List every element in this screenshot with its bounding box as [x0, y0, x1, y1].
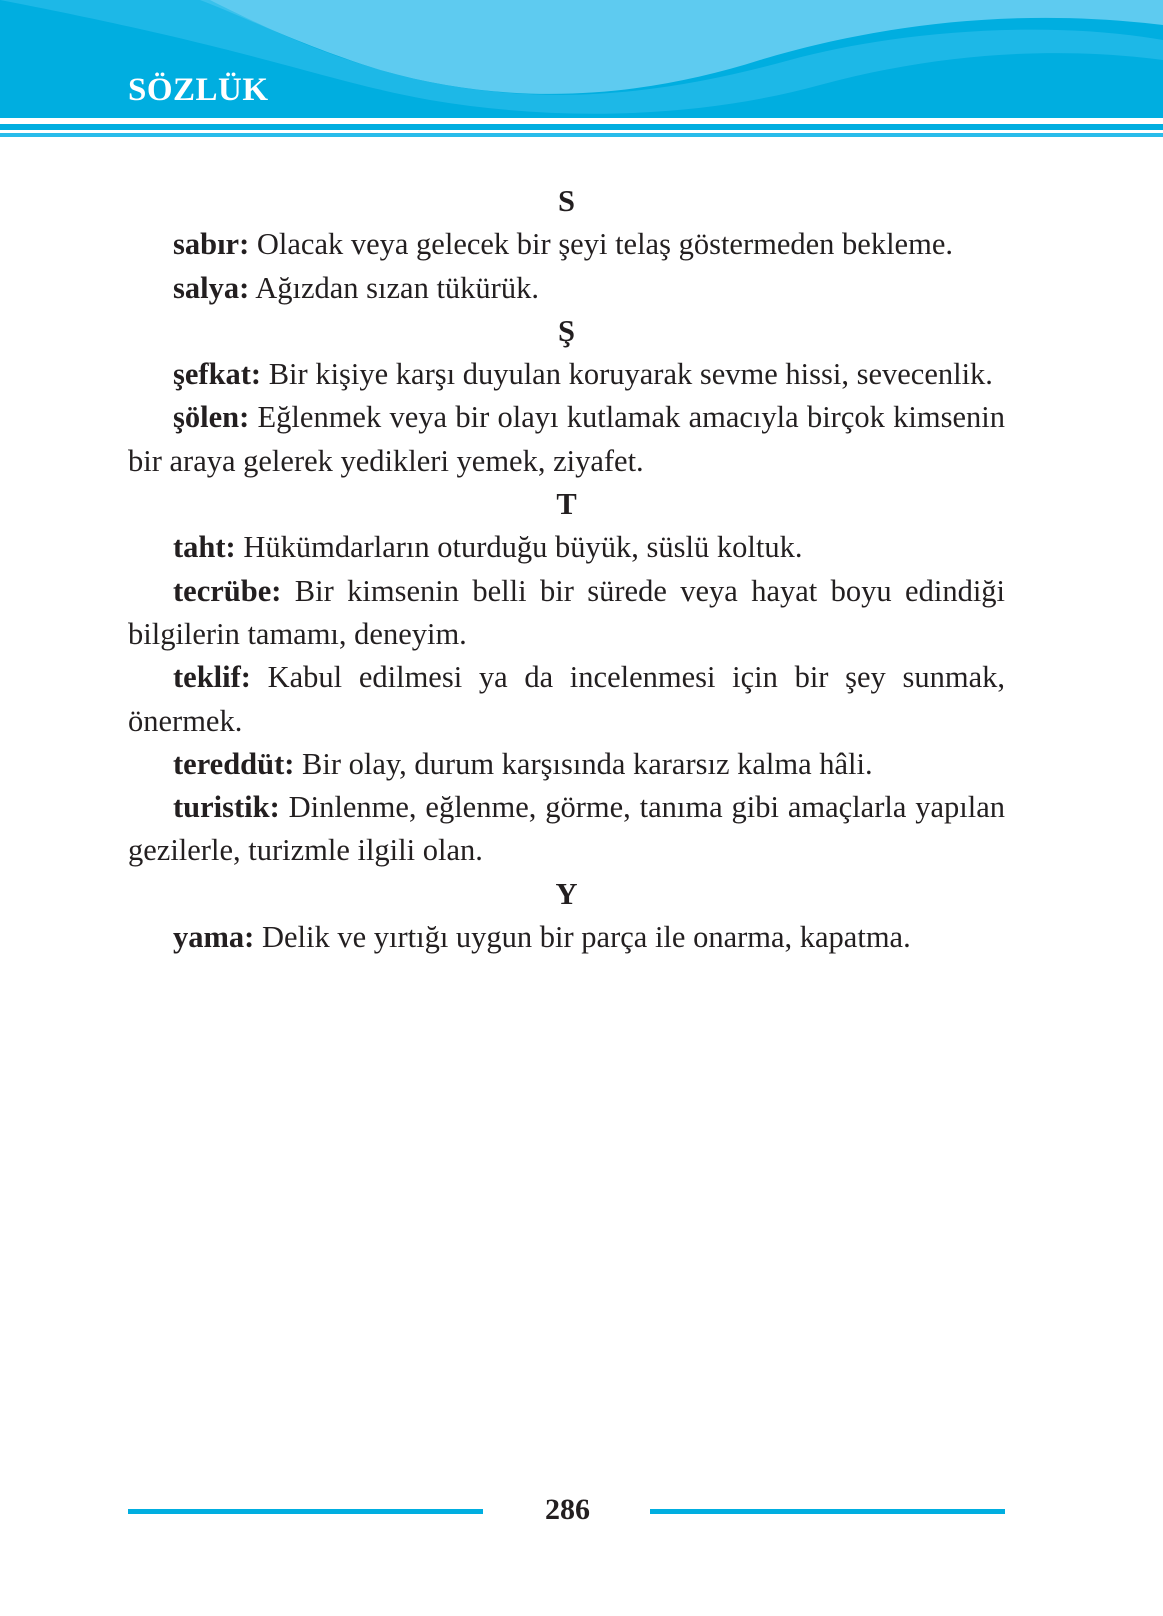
entry-term: turistik:	[173, 790, 280, 825]
entry-term: tecrübe:	[173, 573, 282, 608]
section-letter-s-cedilla: Ş	[558, 313, 575, 348]
glossary-entry	[128, 743, 1005, 786]
glossary-entry	[128, 267, 1005, 310]
entry-term: sabır:	[173, 227, 250, 262]
entry-term: yama:	[173, 920, 255, 955]
entry-definition: Bir kimsenin belli bir sürede veya hayat boyu edindiği bilgilerin tamamı, deneyim.	[128, 573, 1006, 651]
glossary-entry	[128, 353, 1005, 396]
entry-term: şefkat:	[173, 357, 262, 392]
glossary-entry	[128, 396, 1005, 483]
page-header	[0, 0, 1163, 145]
entry-definition: Delik ve yırtığı uygun bir parça ile onarma, kapatma.	[261, 920, 911, 955]
entry-term: teklif:	[173, 660, 251, 695]
entry-definition: Kabul edilmesi ya da incelenmesi için bir şey sunmak, önermek.	[128, 660, 1005, 738]
entry-term: şölen:	[173, 400, 250, 435]
entry-definition: Ağızdan sızan tükürük.	[255, 270, 539, 305]
entry-definition: Hükümdarların oturduğu büyük, süslü koltuk.	[243, 530, 803, 565]
footer-rule-right	[650, 1509, 1005, 1514]
glossary-entry	[128, 223, 1005, 266]
entry-definition: Bir kişiye karşı duyulan koruyarak sevme hissi, sevecenlik.	[268, 357, 993, 392]
page-number: 286	[545, 1493, 590, 1526]
glossary-entry	[128, 526, 1005, 569]
glossary-entry	[128, 570, 1005, 657]
footer-rule-left	[128, 1509, 483, 1514]
section-letter-t: T	[556, 487, 577, 522]
entry-term: taht:	[173, 530, 236, 565]
page-title: SÖZLÜK	[128, 72, 269, 108]
section-letter-y: Y	[555, 876, 578, 911]
glossary-entry	[128, 656, 1005, 743]
glossary-content	[128, 180, 1005, 959]
entry-term: salya:	[173, 270, 250, 305]
section-letter-s: S	[558, 184, 575, 218]
entry-definition: Dinlenme, eğlenme, görme, tanıma gibi amaçlarla yapılan gezilerle, turizmle ilgili olan.	[128, 790, 1006, 868]
glossary-entry	[128, 916, 1005, 959]
entry-definition: Eğlenmek veya bir olayı kutlamak amacıyla birçok kimsenin bir araya gelerek yedikleri yemek, ziyafet.	[128, 400, 1005, 478]
entry-definition: Bir olay, durum karşısında kararsız kalma hâli.	[302, 746, 873, 781]
entry-definition: Olacak veya gelecek bir şeyi telaş göstermeden bekleme.	[256, 227, 953, 262]
glossary-entry	[128, 786, 1005, 873]
entry-term: tereddüt:	[173, 746, 295, 781]
